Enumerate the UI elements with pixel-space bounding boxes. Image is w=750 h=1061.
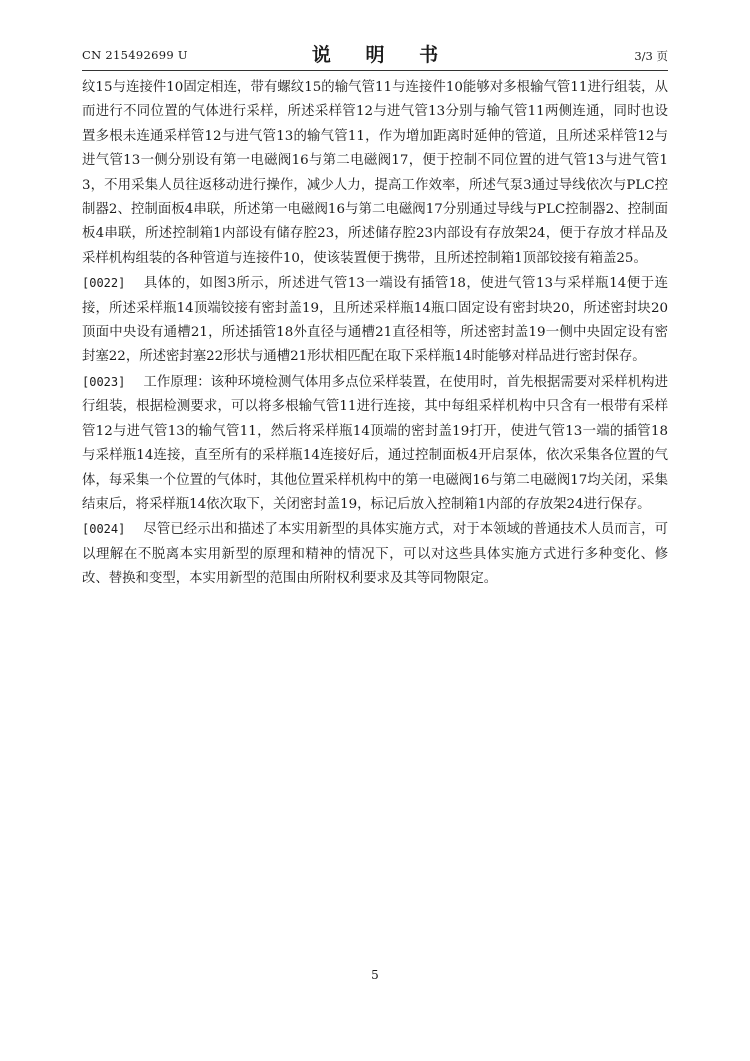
publication-number: CN 215492699 U	[82, 48, 188, 62]
paragraph-text: 尽管已经示出和描述了本实用新型的具体实施方式，对于本领域的普通技术人员而言，可以理解在不脱离本实用新型的原理和精神的情况下，可以对这些具体实施方式进行多种变化、修改、替换和变型，本实用新型的范围由所附权利要求及其等同物限定。	[82, 522, 668, 587]
paragraph-number: [0024]	[82, 522, 126, 537]
page-number: 5	[371, 968, 379, 982]
paragraph-number: [0023]	[82, 374, 126, 389]
paragraph-0023	[82, 370, 668, 517]
paragraph-0022	[82, 271, 668, 370]
description-body	[82, 76, 668, 592]
paragraph-number: [0022]	[82, 276, 126, 291]
document-title: 说 明 书	[311, 44, 453, 66]
paragraph-text: 纹15与连接件10固定相连，带有螺纹15的输气管11与连接件10能够对多根输气管11进行组装，从而进行不同位置的气体进行采样，所述采样管12与进气管13分别与输气管11两侧连通，同时也设置多根未连通采样管12与进气管13的输气管11，作为增加距离时延伸的管道，且所述采样管12与进气管13一侧分别设有第一电磁阀16与第二电磁阀17，便于控制不同位置的进气管13与进气管13，不用采集人员往返移动进行操作，减少人力，提高工作效率，所述气泵3通过导线依次与PLC控制器2、控制面板4串联，所述第一电磁阀16与第二电磁阀17分别通过导线与PLC控制器2、控制面板4串联，所述控制箱1内部设有储存腔23，所述储存腔23内部设有存放架24，便于存放才样品及采样机构组装的各种管道与连接件10，使该装置便于携带，且所述控制箱1顶部铰接有箱盖25。	[82, 80, 668, 266]
header-divider	[82, 70, 668, 71]
paragraph-text: 工作原理：该种环境检测气体用多点位采样装置，在使用时，首先根据需要对采样机构进行组装，根据检测要求，可以将多根输气管11进行连接，其中每组采样机构中只含有一根带有采样管12与进气管13的输气管11，然后将采样瓶14顶端的密封盖19打开，使进气管13一端的插管18与采样瓶14连接，直至所有的采样瓶14连接好后，通过控制面板4开启泵体，依次采集各位置的气体，每采集一个位置的气体时，其他位置采样机构中的第一电磁阀16与第二电磁阀17均关闭，采集结束后，将采样瓶14依次取下，关闭密封盖19，标记后放入控制箱1内部的存放架24进行保存。	[82, 374, 668, 512]
page-count: 3/3 页	[634, 49, 668, 63]
paragraph-continuation	[82, 76, 668, 271]
page-header	[82, 38, 668, 68]
paragraph-0024	[82, 517, 668, 591]
paragraph-text: 具体的，如图3所示，所述进气管13一端设有插管18，使进气管13与采样瓶14便于连接，所述采样瓶14顶端铰接有密封盖19，且所述采样瓶14瓶口固定设有密封块20，所述密封块20顶面中央设有通槽21，所述插管18外直径与通槽21直径相等，所述密封盖19一侧中央固定设有密封塞22，所述密封塞22形状与通槽21形状相匹配在取下采样瓶14时能够对样品进行密封保存。	[82, 276, 668, 365]
